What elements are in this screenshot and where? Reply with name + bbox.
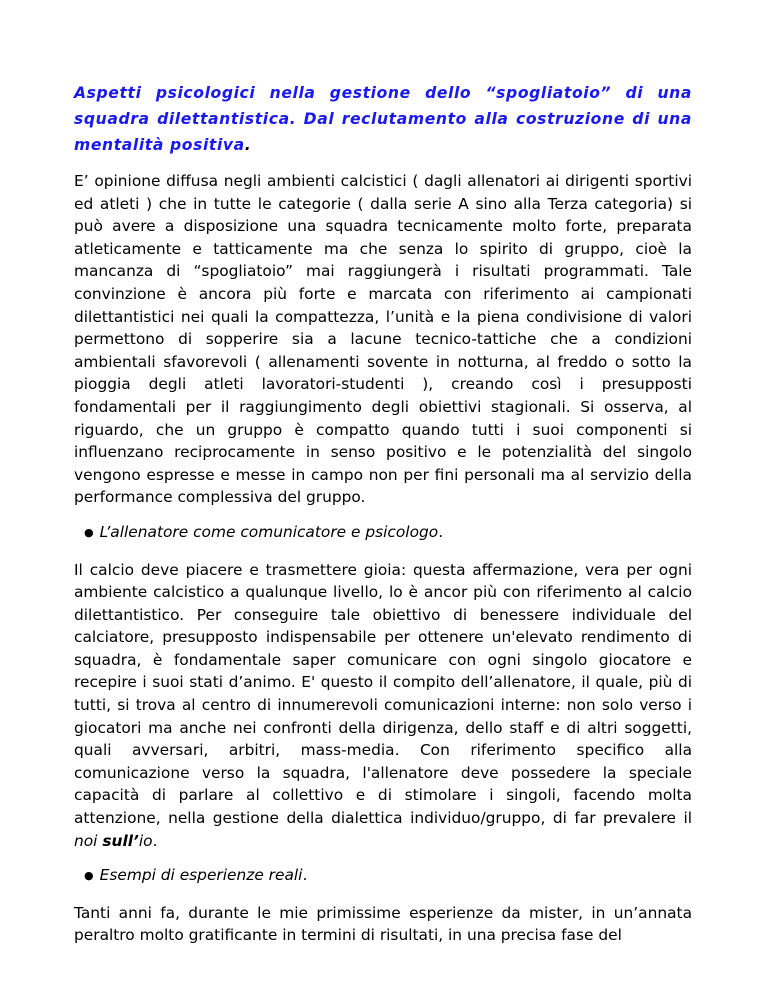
document-page [74,80,692,959]
bullet-text-examples [100,864,308,887]
emphasis-io: io [138,831,153,850]
bullet-period-examples: . [302,866,308,885]
paragraph-intro: E’ opinione diffusa negli ambienti calcistici ( dagli allenatori ai dirigenti sportivi ed atleti ) che in tutte le categorie ( dalla serie A sino alla Terza categoria) si può avere a disposizione una squadra tecnicamente molto forte, preparata atleticamente e tatticamente ma che senza lo spirito di gruppo, cioè la mancanza di “spogliatoio” mai raggiungerà i risultati programmati. Tale convinzione è ancora più forte e marcata con riferimento ai campionati dilettantistici nei quali la compattezza, l’unità e la piena condivisione di valori permettono di sopperire sia a lacune tecnico-tattiche che a condizioni ambientali sfavorevoli ( allenamenti sovente in notturna, al freddo o sotto la pioggia degli atleti lavoratori-studenti ), creando così i presupposti fondamentali per il raggiungimento degli obiettivi stagionali. Si osserva, al riguardo, che un gruppo è compatto quando tutti i suoi componenti si influenzano reciprocamente in senso positivo e le potenzialità del singolo vengono espresse e messe in campo non per fini personali ma al servizio della performance complessiva del gruppo. [74,172,692,507]
bullet-label-examples: Esempi di esperienze reali [99,866,303,885]
bullet-item-examples [74,864,692,889]
bullet-icon: ● [84,525,94,539]
bullet-icon: ● [84,869,94,883]
paragraph-coach-main: Il calcio deve piacere e trasmettere gioia: questa affermazione, vera per ogni ambiente calcistico a qualunque livello, lo è ancor più con riferimento al calcio dilettantistico. Per conseguire tale obiettivo di benessere individuale del calciatore, presupposto indispensabile per ottenere un'elevato rendimento di squadra, è fondamentale saper comunicare con ogni singolo giocatore e recepire i suoi stati d’animo. E' questo il compito dell’allenatore, il quale, più di tutti, si trova al centro di innumerevoli comunicazioni interne: non solo verso i giocatori ma anche nei confronti della dirigenza, dello staff e di altri soggetti, quali avversari, arbitri, mass-media. Con riferimento specifico alla comunicazione verso la squadra, l'allenatore deve possedere la speciale capacità di parlare al collettivo e di stimolare i singoli, facendo molta attenzione, nella gestione della dialettica individuo/gruppo, di far prevalere il [74,560,692,828]
bullet-label-coach: L’allenatore come comunicatore e psicologo [99,522,439,541]
bullet-item-coach [74,521,692,546]
document-title [74,80,692,158]
bullet-text-coach [100,521,443,544]
bullet-period-coach: . [438,522,444,541]
emphasis-sull: sull’ [102,831,139,850]
paragraph-examples: Tanti anni fa, durante le mie primissime esperienze da mister, in un’annata peraltro molto gratificante in termini di risultati, in una precisa fase del [74,903,692,945]
title-period: . [244,136,252,154]
emphasis-noi: noi [74,831,98,850]
paragraph-coach-period: . [152,831,158,850]
title-text: Aspetti psicologici nella gestione dello “spogliatoio” di una squadra dilettantistica. Dal reclutamento alla costruzione di una mentalità positiva [74,84,692,154]
paragraph-coach [74,559,692,853]
